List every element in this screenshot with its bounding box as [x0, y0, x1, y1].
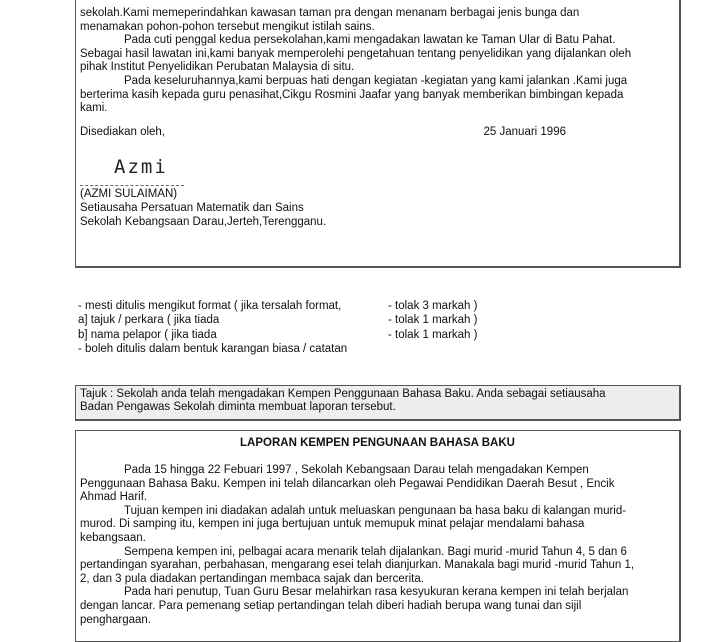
report-line: Penggunaan Bahasa Baku. Kempen ini telah dilancarkan oleh Pegawai Pendidikan Daerah Besut , Encik: [80, 477, 615, 490]
signer-position: Setiausaha Persatuan Matematik dan Sains: [80, 201, 304, 214]
letter-line: menamakan pohon-pohon tersebut mengikut istilah sains.: [80, 20, 375, 33]
report-line: Sempena kempen ini, pelbagai acara menarik telah dijalankan. Bagi murid -murid Tahun 4, 5 dan 6: [124, 545, 627, 558]
report-line: Pada hari penutup, Tuan Guru Besar melahirkan rasa kesyukuran kerana kempen ini telah berjalan: [124, 586, 629, 599]
report-line: pertandingan syarahan, perbahasan, mengarang esei telah dianjurkan. Manakala bagi murid -murid Tahun 1,: [80, 559, 635, 572]
report-line: dengan lancar. Para pemenang setiap pertandingan telah diberi hadiah berupa wang tunai dan sijil: [80, 599, 582, 612]
letter-line: berterima kasih kepada guru penasihat,Cikgu Rosmini Jaafar yang banyak memberikan bimbingan kepada: [80, 88, 624, 101]
letter-line: Pada keseluruhannya,kami berpuas hati dengan kegiatan -kegiatan yang kami jalankan .Kami juga: [124, 74, 628, 87]
letter-date: 25 Januari 1996: [483, 125, 566, 138]
report-title: LAPORAN KEMPEN PENGUNAAN BAHASA BAKU: [240, 437, 515, 449]
letter-box: [75, 0, 681, 268]
letter-line: Pada cuti penggal kedua persekolahan,kami mengadakan lawatan ke Taman Ular di Batu Pahat.: [124, 34, 616, 47]
signature: Azmi: [114, 156, 168, 179]
signature-header: [80, 126, 566, 140]
marking-notes: [78, 299, 498, 357]
note-text: a] tajuk / perkara ( jika tiada: [78, 314, 220, 327]
report-line: Ahmad Harif.: [80, 491, 148, 504]
question-line: Tajuk : Sekolah anda telah mengadakan Kempen Penggunaan Bahasa Baku. Anda sebagai setiausaha: [80, 388, 606, 400]
note-text: - boleh ditulis dalam bentuk karangan biasa / catatan: [78, 343, 348, 356]
report-box: [75, 430, 681, 642]
question-box: [75, 385, 681, 421]
report-line: 2, dan 3 pula diadakan pertandingan membaca sajak dan bercerita.: [80, 572, 424, 585]
note-penalty: - tolak 1 markah ): [388, 328, 478, 341]
note-row: [78, 328, 498, 342]
letter-line: kami.: [80, 102, 108, 115]
prepared-by-label: Disediakan oleh,: [80, 125, 166, 138]
note-text: - mesti ditulis mengikut format ( jika tersalah format,: [78, 300, 342, 312]
report-line: murod. Di samping itu, kempen ini juga bertujuan untuk memupuk minat pelajar mendalami bahasa: [80, 518, 585, 531]
report-line: penghargaan.: [80, 613, 151, 626]
note-row: [78, 342, 498, 356]
letter-line: sekolah.Kami memeperindahkan kawasan taman pra dengan menanam berbagai jenis bunga dan: [80, 7, 580, 19]
report-line: kebangsaan.: [80, 531, 146, 544]
note-row: [78, 299, 498, 313]
question-line: Badan Pengawas Sekolah diminta membuat laporan tersebut.: [80, 401, 396, 414]
note-text: b] nama pelapor ( jika tiada: [78, 328, 217, 341]
note-row: [78, 313, 498, 327]
signature-line: [80, 185, 184, 186]
report-line: Pada 15 hingga 22 Febuari 1997 , Sekolah Kebangsaan Darau telah mengadakan Kempen: [124, 464, 589, 476]
letter-line: Sebagai hasil lawatan ini,kami banyak memperolehi pengetahuan tentang penyelidikan yang dijalankan oleh: [80, 47, 632, 60]
report-line: Tujuan kempen ini diadakan adalah untuk meluaskan pengunaan ba hasa baku di kalangan murid-: [124, 504, 627, 517]
signer-name: (AZMI SULAIMAN): [80, 188, 178, 201]
report-body: [80, 464, 676, 627]
note-penalty: - tolak 3 markah ): [388, 300, 478, 312]
note-penalty: - tolak 1 markah ): [388, 314, 478, 327]
letter-line: pihak Institut Penyelidikan Perubatan Malaysia di situ.: [80, 61, 355, 74]
letter-body: [80, 7, 676, 229]
signer-school: Sekolah Kebangsaan Darau,Jerteh,Terengganu.: [80, 215, 327, 228]
